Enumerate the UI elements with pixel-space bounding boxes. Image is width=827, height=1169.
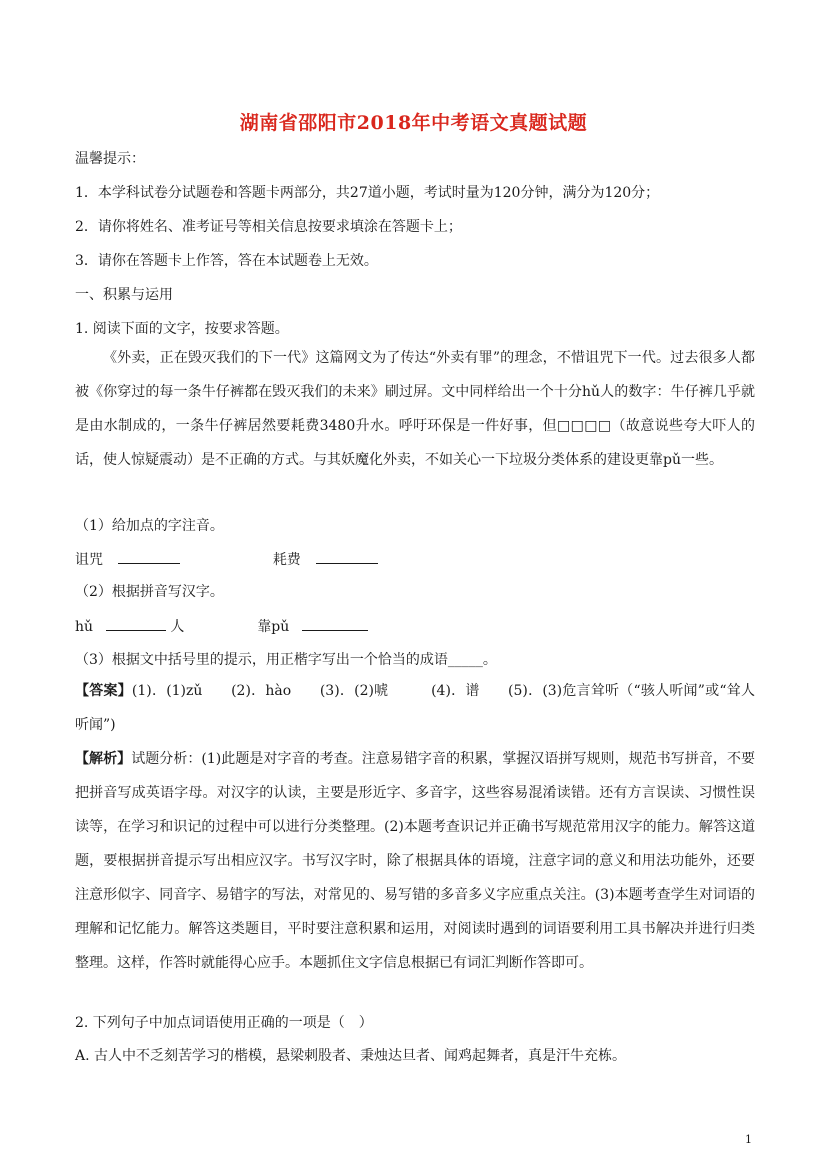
question-1-stem: 1. 阅读下面的文字，按要求答题。 <box>75 321 289 337</box>
question-2-option-a: A. 古人中不乏刻苦学习的楷模，悬梁刺股者、秉烛达旦者、闻鸡起舞者，真是汗牛充栋。 <box>75 1048 627 1064</box>
question-1-passage: 《外卖，正在毁灭我们的下一代》这篇网文为了传达“外卖有罪”的理念，不惜诅咒下一代。过去很多人都被《你穿过的每一条牛仔裤都在毁灭我们的未来》刷过屏。文中同样给出一个十分hǔ人的数字：牛仔裤几乎就是由水制成的，一条牛仔裤居然要耗费3480升水。呼吁环保是一件好事，但□□□□（故意说些夸大吓人的话，使人惊疑震动）是不正确的方式。与其妖魔化外卖，不如关心一下垃圾分类体系的建设更靠pǔ一些。 <box>75 350 755 468</box>
tip-item-1: 1．本学科试卷分试题卷和答题卡两部分，共27道小题，考试时量为120分钟，满分为120分； <box>75 185 660 201</box>
analysis-text: 试题分析：(1)此题是对字音的考查。注意易错字音的积累，掌握汉语拼写规则，规范书写拼音，不要把拼音写成英语字母。对汉字的认读，主要是形近字、多音字，这些容易混淆读错。还有方言误读、习惯性误读等，在学习和识记的过程中可以进行分类整理。(2)本题考查识记并正确书写规范常用汉字的能力。解答这道题，要根据拼音提示写出相应汉字。书写汉字时，除了根据具体的语境，注意字词的意义和用法功能外，还要注意形似字、同音字、易错字的写法，对常见的、易写错的多音多义字应重点关注。(3)本题考查学生对词语的理解和记忆能力。解答这类题目，平时要注意积累和运用，对阅读时遇到的词语要利用工具书解决并进行归类整理。这样，作答时就能得心应手。本题抓住文字信息根据已有词汇判断作答即可。 <box>75 751 755 971</box>
answer-blank-zuzhou[interactable] <box>118 549 180 564</box>
answer-blank-hu[interactable] <box>106 616 166 631</box>
sub-question-2-blanks <box>75 616 368 637</box>
section-heading: 一、积累与运用 <box>75 287 173 303</box>
answer-tag: 【答案】 <box>75 683 132 699</box>
tips-heading: 温馨提示： <box>75 151 145 167</box>
analysis-block <box>75 742 755 980</box>
pinyin-pu: 靠pǔ <box>257 619 290 635</box>
sub-question-3-label: （3）根据文中括号里的提示，用正楷字写出一个恰当的成语_____。 <box>75 652 497 668</box>
sub-question-2-label: （2）根据拼音写汉字。 <box>75 584 224 600</box>
answer-blank-haofei[interactable] <box>316 549 378 564</box>
answer-blank-pu[interactable] <box>302 616 368 631</box>
sub-question-1-label: （1）给加点的字注音。 <box>75 518 224 534</box>
tip-item-3: 3．请你在答题卡上作答，答在本试题卷上无效。 <box>75 253 378 269</box>
question-2-stem: 2. 下列句子中加点词语使用正确的一项是（ ） <box>75 1015 373 1031</box>
answer-block <box>75 674 755 742</box>
pinyin-hu: hǔ <box>75 619 94 635</box>
pinyin-hu-suffix: 人 <box>170 619 185 635</box>
answer-text: (1)．(1)zǔ (2)．hào (3)．(2)唬 (4)．谱 (5)．(3)危言耸听（“骇人听闻”或“耸人听闻”) <box>75 683 755 733</box>
document-title: 湖南省邵阳市2018年中考语文真题试题 <box>239 112 588 134</box>
analysis-tag: 【解析】 <box>75 751 132 767</box>
word-haofei: 耗费 <box>272 552 301 568</box>
sub-question-1-blanks <box>75 549 378 570</box>
page-number: 1 <box>745 1133 752 1146</box>
word-zuzhou: 诅咒 <box>75 552 103 568</box>
tip-item-2: 2．请你将姓名、准考证号等相关信息按要求填涂在答题卡上； <box>75 219 462 235</box>
